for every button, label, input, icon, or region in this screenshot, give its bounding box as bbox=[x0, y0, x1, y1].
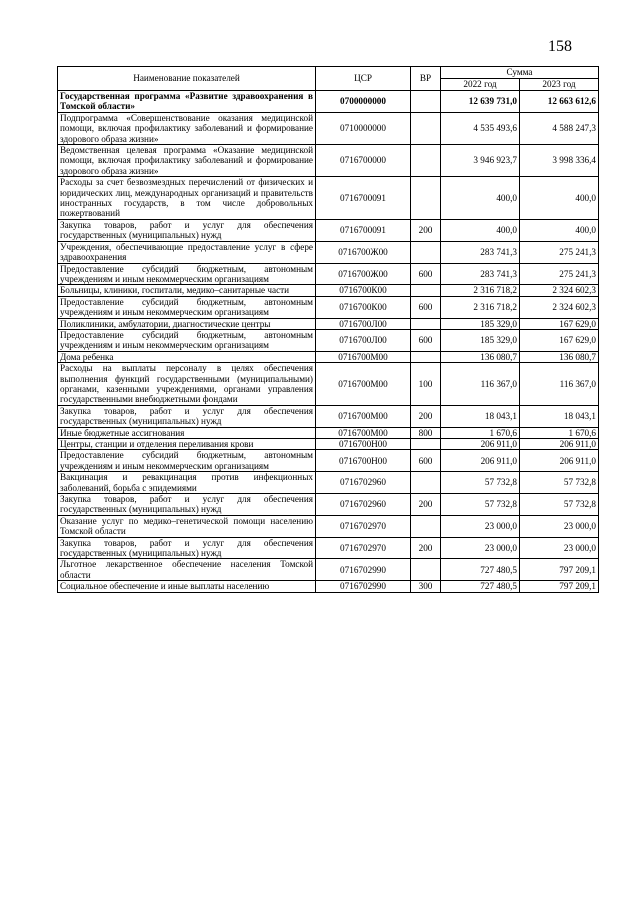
table-row bbox=[58, 145, 599, 177]
row-2022-amount-cell: 2 316 718,2 bbox=[441, 285, 520, 296]
row-2023-amount-cell: 167 629,0 bbox=[520, 318, 599, 329]
row-2022-amount-cell: 727 480,5 bbox=[441, 581, 520, 592]
table-row bbox=[58, 450, 599, 472]
row-2022-amount-cell: 1 670,6 bbox=[441, 427, 520, 438]
row-csr-cell: 0710000000 bbox=[316, 112, 411, 144]
row-name-cell: Закупка товаров, работ и услуг для обеспечения государственных (муниципальных) нужд bbox=[58, 405, 316, 427]
row-vr-cell bbox=[411, 559, 441, 581]
row-2023-amount-cell: 797 209,1 bbox=[520, 559, 599, 581]
table-row bbox=[58, 515, 599, 537]
row-name-cell: Больницы, клиники, госпитали, медико–санитарные части bbox=[58, 285, 316, 296]
row-name-cell: Предоставление субсидий бюджетным, автономным учреждениям и иным некоммерческим организациям bbox=[58, 329, 316, 351]
table-row bbox=[58, 263, 599, 285]
row-name-cell: Предоставление субсидий бюджетным, автономным учреждениям и иным некоммерческим организациям bbox=[58, 296, 316, 318]
row-csr-cell: 0716700091 bbox=[316, 219, 411, 241]
row-name-cell: Поликлиники, амбулатории, диагностические центры bbox=[58, 318, 316, 329]
row-vr-cell bbox=[411, 112, 441, 144]
row-2023-amount-cell: 57 732,8 bbox=[520, 472, 599, 494]
row-vr-cell: 200 bbox=[411, 219, 441, 241]
row-name-cell: Вакцинация и ревакцинация против инфекционных заболеваний, борьба с эпидемиями bbox=[58, 472, 316, 494]
table-row bbox=[58, 329, 599, 351]
table-row bbox=[58, 177, 599, 220]
row-name-cell: Ведомственная целевая программа «Оказание медицинской помощи, включая профилактику заболеваний и формирование здорового образа жизни» bbox=[58, 145, 316, 177]
row-2022-amount-cell: 283 741,3 bbox=[441, 241, 520, 263]
row-name-cell: Центры, станции и отделения переливания крови bbox=[58, 439, 316, 450]
row-2022-amount-cell: 3 946 923,7 bbox=[441, 145, 520, 177]
row-vr-cell bbox=[411, 177, 441, 220]
row-vr-cell bbox=[411, 515, 441, 537]
row-2022-amount-cell: 206 911,0 bbox=[441, 450, 520, 472]
row-csr-cell: 0716702990 bbox=[316, 559, 411, 581]
row-2022-amount-cell: 57 732,8 bbox=[441, 494, 520, 516]
row-name-cell: Предоставление субсидий бюджетным, автономным учреждениям и иным некоммерческим организациям bbox=[58, 450, 316, 472]
row-vr-cell bbox=[411, 241, 441, 263]
table-body bbox=[58, 91, 599, 593]
row-csr-cell: 0716700Н00 bbox=[316, 439, 411, 450]
row-vr-cell: 300 bbox=[411, 581, 441, 592]
row-csr-cell: 0700000000 bbox=[316, 91, 411, 113]
row-csr-cell: 0716700091 bbox=[316, 177, 411, 220]
header-year-2023: 2023 год bbox=[520, 79, 599, 91]
row-2023-amount-cell: 400,0 bbox=[520, 177, 599, 220]
row-vr-cell: 600 bbox=[411, 450, 441, 472]
row-2023-amount-cell: 2 324 602,3 bbox=[520, 285, 599, 296]
row-name-cell: Предоставление субсидий бюджетным, автономным учреждениям и иным некоммерческим организациям bbox=[58, 263, 316, 285]
row-csr-cell: 0716700М00 bbox=[316, 363, 411, 406]
row-csr-cell: 0716700Н00 bbox=[316, 450, 411, 472]
row-csr-cell: 0716700000 bbox=[316, 145, 411, 177]
row-vr-cell: 100 bbox=[411, 363, 441, 406]
row-csr-cell: 0716700Л00 bbox=[316, 329, 411, 351]
header-name: Наименование показателей bbox=[58, 67, 316, 91]
row-name-cell: Расходы за счет безвозмездных перечислений от физических и юридических лиц, международных организаций и правительств иностранных государств, в том числе добровольных пожертвований bbox=[58, 177, 316, 220]
row-2023-amount-cell: 57 732,8 bbox=[520, 494, 599, 516]
row-csr-cell: 0716700М00 bbox=[316, 427, 411, 438]
table-row bbox=[58, 241, 599, 263]
row-2023-amount-cell: 206 911,0 bbox=[520, 450, 599, 472]
table-header bbox=[58, 67, 599, 91]
row-name-cell: Иные бюджетные ассигнования bbox=[58, 427, 316, 438]
row-2022-amount-cell: 283 741,3 bbox=[441, 263, 520, 285]
row-csr-cell: 0716700Ж00 bbox=[316, 263, 411, 285]
row-name-cell: Подпрограмма «Совершенствование оказания медицинской помощи, включая профилактику заболеваний и формирование здорового образа жизни» bbox=[58, 112, 316, 144]
row-2023-amount-cell: 3 998 336,4 bbox=[520, 145, 599, 177]
row-2023-amount-cell: 206 911,0 bbox=[520, 439, 599, 450]
row-name-cell: Льготное лекарственное обеспечение населения Томской области bbox=[58, 559, 316, 581]
row-2022-amount-cell: 23 000,0 bbox=[441, 537, 520, 559]
row-csr-cell: 0716700М00 bbox=[316, 405, 411, 427]
row-2023-amount-cell: 275 241,3 bbox=[520, 241, 599, 263]
row-name-cell: Социальное обеспечение и иные выплаты населению bbox=[58, 581, 316, 592]
row-2023-amount-cell: 12 663 612,6 bbox=[520, 91, 599, 113]
table-row bbox=[58, 112, 599, 144]
row-2023-amount-cell: 1 670,6 bbox=[520, 427, 599, 438]
row-vr-cell bbox=[411, 351, 441, 362]
row-csr-cell: 0716700К00 bbox=[316, 285, 411, 296]
table-row bbox=[58, 318, 599, 329]
budget-table bbox=[57, 66, 599, 593]
table-row bbox=[58, 439, 599, 450]
row-2022-amount-cell: 57 732,8 bbox=[441, 472, 520, 494]
table-row bbox=[58, 427, 599, 438]
table-row bbox=[58, 219, 599, 241]
row-2022-amount-cell: 18 043,1 bbox=[441, 405, 520, 427]
row-vr-cell bbox=[411, 145, 441, 177]
table-row bbox=[58, 472, 599, 494]
row-2023-amount-cell: 23 000,0 bbox=[520, 515, 599, 537]
table-row bbox=[58, 363, 599, 406]
row-vr-cell bbox=[411, 91, 441, 113]
row-2022-amount-cell: 727 480,5 bbox=[441, 559, 520, 581]
row-vr-cell bbox=[411, 318, 441, 329]
row-2023-amount-cell: 136 080,7 bbox=[520, 351, 599, 362]
row-2022-amount-cell: 400,0 bbox=[441, 219, 520, 241]
table-row bbox=[58, 559, 599, 581]
row-name-cell: Дома ребенка bbox=[58, 351, 316, 362]
row-vr-cell: 200 bbox=[411, 405, 441, 427]
row-2023-amount-cell: 18 043,1 bbox=[520, 405, 599, 427]
header-sum: Сумма bbox=[441, 67, 599, 79]
row-vr-cell: 600 bbox=[411, 296, 441, 318]
row-vr-cell: 600 bbox=[411, 263, 441, 285]
row-2023-amount-cell: 797 209,1 bbox=[520, 581, 599, 592]
table-row bbox=[58, 537, 599, 559]
row-csr-cell: 0716700К00 bbox=[316, 296, 411, 318]
row-2023-amount-cell: 23 000,0 bbox=[520, 537, 599, 559]
row-2023-amount-cell: 2 324 602,3 bbox=[520, 296, 599, 318]
row-csr-cell: 0716702960 bbox=[316, 494, 411, 516]
row-2023-amount-cell: 116 367,0 bbox=[520, 363, 599, 406]
row-2022-amount-cell: 2 316 718,2 bbox=[441, 296, 520, 318]
row-2023-amount-cell: 4 588 247,3 bbox=[520, 112, 599, 144]
table-row bbox=[58, 581, 599, 592]
row-vr-cell bbox=[411, 472, 441, 494]
row-csr-cell: 0716702960 bbox=[316, 472, 411, 494]
table-row bbox=[58, 351, 599, 362]
row-vr-cell: 200 bbox=[411, 537, 441, 559]
row-2023-amount-cell: 400,0 bbox=[520, 219, 599, 241]
row-name-cell: Оказание услуг по медико–генетической помощи населению Томской области bbox=[58, 515, 316, 537]
row-csr-cell: 0716700Ж00 bbox=[316, 241, 411, 263]
row-name-cell: Закупка товаров, работ и услуг для обеспечения государственных (муниципальных) нужд bbox=[58, 219, 316, 241]
row-2022-amount-cell: 4 535 493,6 bbox=[441, 112, 520, 144]
page-number: 158 bbox=[548, 38, 572, 55]
row-2022-amount-cell: 23 000,0 bbox=[441, 515, 520, 537]
row-csr-cell: 0716702970 bbox=[316, 515, 411, 537]
row-2022-amount-cell: 185 329,0 bbox=[441, 329, 520, 351]
row-vr-cell bbox=[411, 439, 441, 450]
table-row bbox=[58, 296, 599, 318]
row-2022-amount-cell: 116 367,0 bbox=[441, 363, 520, 406]
row-csr-cell: 0716702990 bbox=[316, 581, 411, 592]
table-row bbox=[58, 494, 599, 516]
table-row bbox=[58, 285, 599, 296]
row-name-cell: Государственная программа «Развитие здравоохранения в Томской области» bbox=[58, 91, 316, 113]
row-2022-amount-cell: 12 639 731,0 bbox=[441, 91, 520, 113]
row-name-cell: Расходы на выплаты персоналу в целях обеспечения выполнения функций государственными (муниципальными) органами, казенными учреждениями, органами управления государственными внебюджетными фондами bbox=[58, 363, 316, 406]
row-2023-amount-cell: 167 629,0 bbox=[520, 329, 599, 351]
header-year-2022: 2022 год bbox=[441, 79, 520, 91]
header-vr: ВР bbox=[411, 67, 441, 91]
row-csr-cell: 0716702970 bbox=[316, 537, 411, 559]
row-2023-amount-cell: 275 241,3 bbox=[520, 263, 599, 285]
header-csr: ЦСР bbox=[316, 67, 411, 91]
row-name-cell: Закупка товаров, работ и услуг для обеспечения государственных (муниципальных) нужд bbox=[58, 537, 316, 559]
row-2022-amount-cell: 185 329,0 bbox=[441, 318, 520, 329]
table-row bbox=[58, 405, 599, 427]
row-name-cell: Учреждения, обеспечивающие предоставление услуг в сфере здравоохранения bbox=[58, 241, 316, 263]
row-vr-cell bbox=[411, 285, 441, 296]
table-row bbox=[58, 91, 599, 113]
row-2022-amount-cell: 136 080,7 bbox=[441, 351, 520, 362]
row-2022-amount-cell: 206 911,0 bbox=[441, 439, 520, 450]
row-csr-cell: 0716700М00 bbox=[316, 351, 411, 362]
row-vr-cell: 800 bbox=[411, 427, 441, 438]
row-csr-cell: 0716700Л00 bbox=[316, 318, 411, 329]
row-vr-cell: 600 bbox=[411, 329, 441, 351]
row-2022-amount-cell: 400,0 bbox=[441, 177, 520, 220]
row-vr-cell: 200 bbox=[411, 494, 441, 516]
row-name-cell: Закупка товаров, работ и услуг для обеспечения государственных (муниципальных) нужд bbox=[58, 494, 316, 516]
